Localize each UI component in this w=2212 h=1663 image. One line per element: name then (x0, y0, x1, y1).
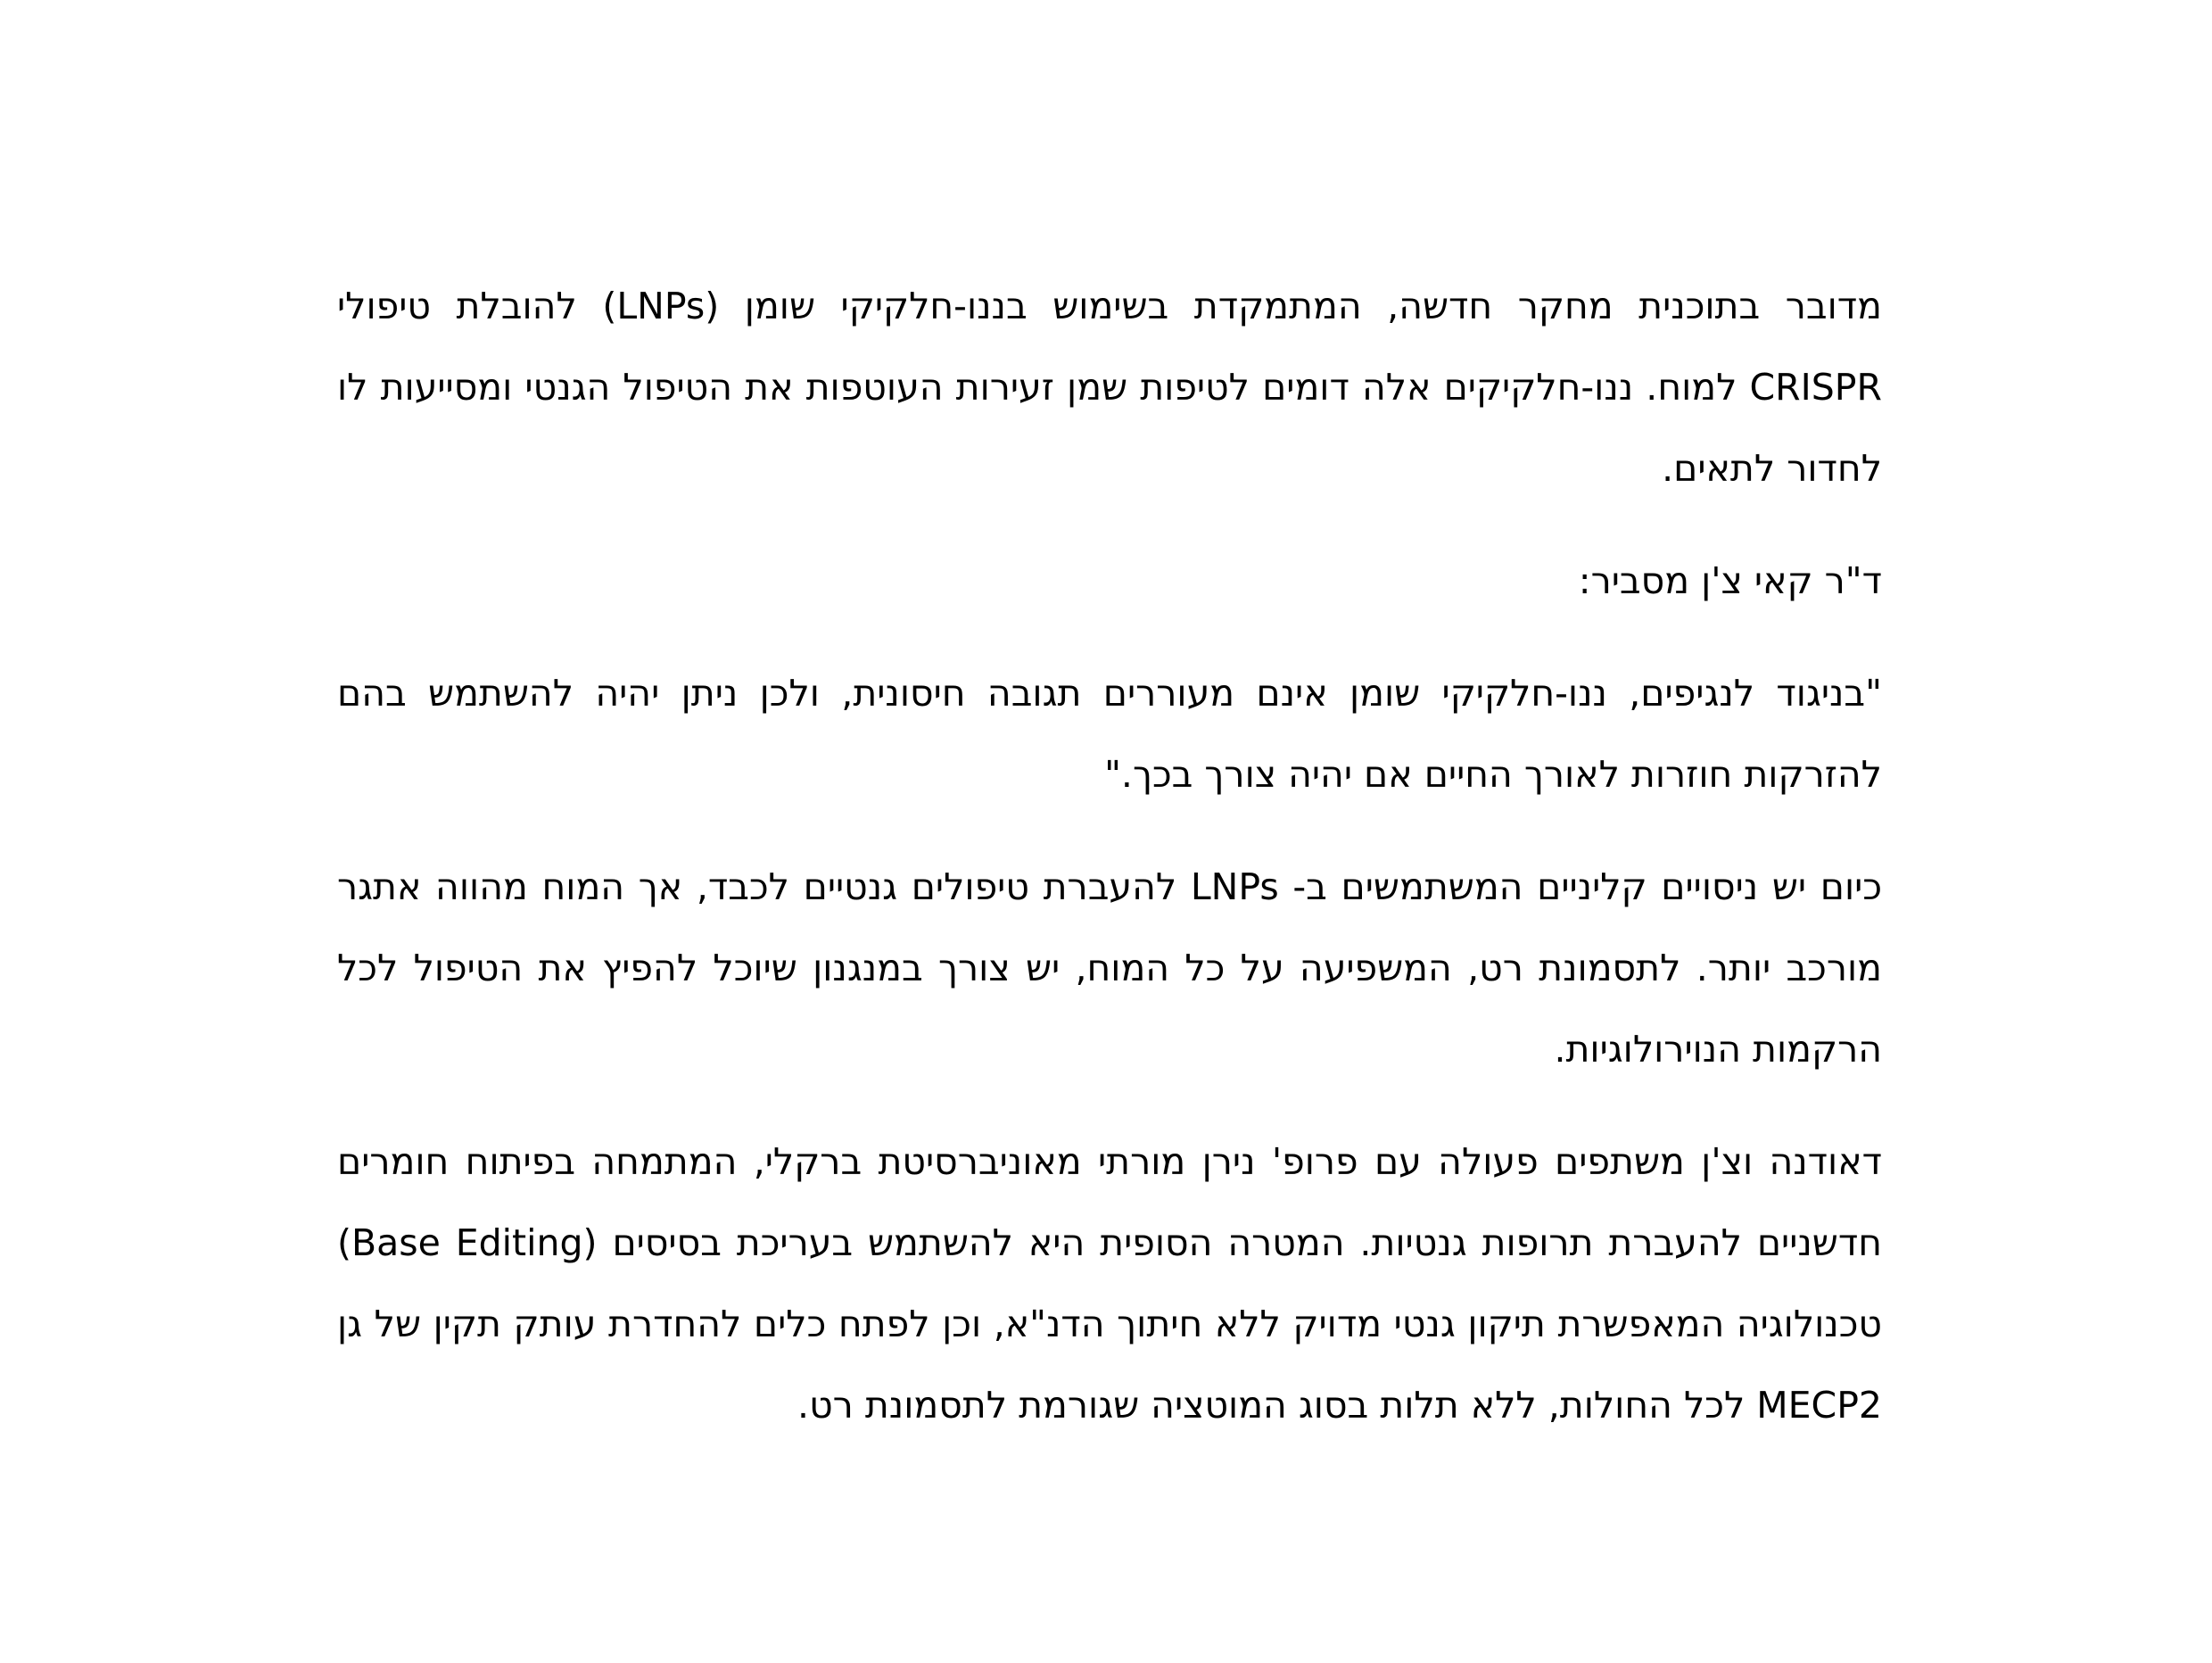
paragraph-lnp-research: מדובר בתוכנית מחקר חדשה, המתמקדת בשימוש בננו-חלקיקי שומן (LNPs) להובלת טיפולי CRISPR למוח. ננו-חלקיקים אלה דומים לטיפות שמן זעירות העוטפות את הטיפול הגנטי ומסייעות לו לחדור לתאים. (337, 285, 1883, 490)
paragraph-collaboration: דאודנה וצ'ן משתפים פעולה עם פרופ' נירן מורתי מאוניברסיטת ברקלי, המתמחה בפיתוח חומרים חדשניים להעברת תרופות גנטיות. המטרה הסופית היא להשתמש בעריכת בסיסים (Base Editing) טכנולוגיה המאפשרת תיקון גנטי מדויק ללא חיתוך הדנ"א, וכן לפתח כלים להחדרת עותק תקין של גן MECP2 לכל החולות, ללא תלות בסוג המוטציה שגורמת לתסמונת רט. (337, 1140, 1882, 1427)
paragraph-quote-intro: ד"ר קאי צ'ן מסביר: (1578, 559, 1882, 602)
paragraph-quote: "בניגוד לנגיפים, ננו-חלקיקי שומן אינם מעוררים תגובה חיסונית, ולכן ניתן יהיה להשתמש בהם להזרקות חוזרות לאורך החיים אם יהיה צורך בכך." (337, 672, 1882, 796)
article-body (337, 266, 1882, 1477)
paragraph-clinical-trials: כיום יש ניסויים קליניים המשתמשים ב- LNPs להעברת טיפולים גנטיים לכבד, אך המוח מהווה אתגר מורכב יותר. לתסמונת רט, המשפיעה על כל המוח, יש צורך במנגנון שיוכל להפיץ את הטיפול לכל הרקמות הנוירולוגיות. (337, 865, 1882, 1071)
